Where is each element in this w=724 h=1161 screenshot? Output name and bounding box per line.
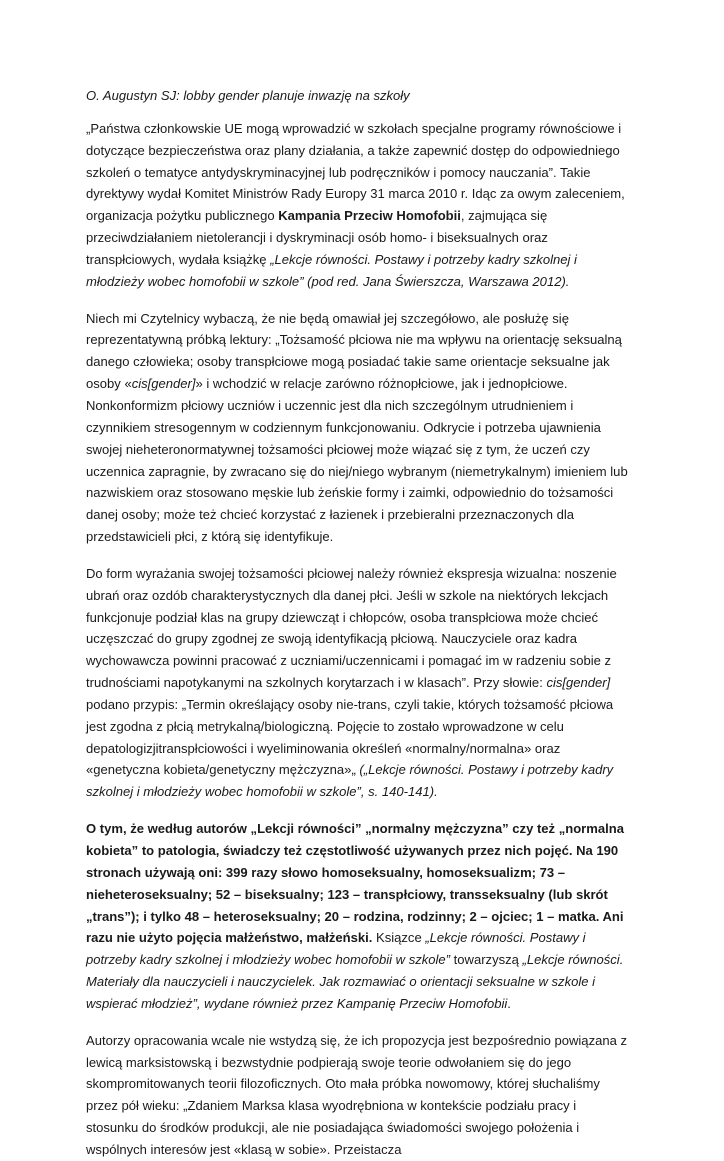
book-citation: „Lekcje równości. Postawy i potrzeby kadry szkolnej i młodzieży wobec homofobii w szkole” (pod red. Jana Świerszcza, Warszawa 2012). — [86, 251, 577, 289]
book-citation-2: („Lekcje równości. Postawy i potrzeby kadry szkolnej i młodzieży wobec homofobii w szkole”, s. 140-141). — [86, 762, 614, 800]
paragraph-4-text-2: towarzyszą — [450, 952, 523, 968]
organization-name: Kampania Przeciw Homofobii — [278, 208, 461, 224]
paragraph-4 — [86, 818, 628, 1015]
paragraph-1-text-2: , zajmująca się przeciwdziałaniem nietolerancji i dyskryminacji osób homo- i biseksualnych oraz transpłciowych, wydała książkę — [86, 208, 548, 267]
paragraph-4-text: Ksiązce — [372, 930, 426, 946]
paragraph-1-text: „Państwa członkowskie UE mogą wprowadzić w szkołach specjalne programy równościowe i dotyczące bezpieczeństwa oraz plany działania, a także zapewnić dostęp do odpowiedniego szkoleń o tematyce antydyskryminacyjnej lub podręczników i pomocy nauczania”. Takie dyrektywy wydał Komitet Ministrów Rady Europy 31 marca 2010 r. Idąc za owym zaleceniem, organizacja pożytku publicznego — [86, 120, 625, 224]
term-cisgender: cis[gender] — [131, 376, 196, 392]
paragraph-5 — [86, 1030, 628, 1161]
paragraph-3-text: Do form wyrażania swojej tożsamości płciowej należy również ekspresja wizualna: noszenie ubrań oraz ozdób charakterystycznych dla danej płci. Jeśli w szkole na niektórych lekcjach funkcjonuje podział klas na grupy dziewcząt i chłopców, osoba transpłciowa może chcieć uczęszczać do grupy zgodnej ze swoją identyfikacją płciową. Nauczyciele oraz kadra wychowawcza powinni pracować z uczniami/uczennicami i pomagać im w radzeniu sobie z trudnościami napotykanymi na szkolnych korytarzach i w klasach”. Przy słowie: — [86, 565, 617, 691]
paragraph-5-text: Autorzy opracowania wcale nie wstydzą się, że ich propozycja jest bezpośrednio powiązana z lewicą marksistowską i bezwstydnie podpierają swoje teorie odwołaniem się do jego skompromitowanych teorii filozoficznych. Oto mała próbka nowomowy, której słuchaliśmy przez pół wieku: „Zdaniem Marksa klasa wyodrębniona w kontekście podziału pracy i stosunku do środków produkcji, ale nie posiadająca świadomości swojego położenia i wspólnych interesów jest «klasą w sobie». Przeistacza — [86, 1032, 628, 1157]
book-citation-3: „Lekcje równości. Postawy i potrzeby kadry szkolnej i młodzieży wobec homofobii w szkole” — [86, 930, 586, 968]
article-title: O. Augustyn SJ: lobby gender planuje inwazję na szkoły — [86, 88, 410, 103]
paragraph-3-text-2: podano przypis: „Termin określający osoby nie-trans, czyli takie, których tożsamość płciowa jest zgodna z płcią metrykalną/biologiczną. Pojęcie to zostało wprowadzone w celu depatologizjitranspłciowości i wyeliminowania określeń «normalny/normalna» oraz «genetyczna kobieta/genetyczny mężczyzna»„ — [86, 696, 614, 778]
paragraph-3 — [86, 563, 628, 803]
word-frequency-summary: O tym, że według autorów „Lekcji równości” „normalny mężczyzna” czy też „normalna kobieta” to patologia, świadczy też częstotliwość używanych przez nich pojęć. Na 190 stronach używają oni: 399 razy słowo homoseksualny, homoseksualizm; 73 – nieheteroseksualny; 52 – biseksualny; 123 – transpłciowy, transseksualny (lub skrót „trans”); i tylko 48 – heteroseksualny; 20 – rodzina, rodzinny; 2 – ojciec; 1 – matka. Ani razu nie użyto pojęcia małżeństwo, małżeński. — [86, 821, 624, 946]
paragraph-4-end: . — [507, 995, 511, 1011]
paragraph-2-text-2: » i wchodzić w relacje zarówno różnopłciowe, jak i jednopłciowe. Nonkonformizm płciowy uczniów i uczennic jest dla nich szczególnym utrudnieniem i czynnikiem stresogennym w codziennym funkcjonowaniu. Odkrycie i potrzeba ujawnienia swojej nieheteronormatywnej tożsamości płciowej może wiązać się z tym, że uczeń czy uczennica zapragnie, by zwracano się do niej/niego wybranym (niemetrykalnym) imieniem lub nazwiskiem oraz stosowano męskie lub żeńskie formy i zaimki, odpowiednio do tożsamości danej osoby; może też chcieć korzystać z łazienek i przebieralni przeznaczonych dla przedstawicieli płci, z którą się identyfikuje. — [86, 376, 628, 545]
book-citation-4: „Lekcje równości. Materiały dla nauczycieli i nauczycielek. Jak rozmawiać o orientacji seksualne w szkole i wspierać młodzież”, wydane również przez Kampanię Przeciw Homofobii — [86, 952, 624, 1011]
paragraph-1 — [86, 118, 628, 293]
paragraph-2 — [86, 308, 628, 548]
paragraph-2-text: Niech mi Czytelnicy wybaczą, że nie będą omawiał jej szczegółowo, ale posłużę się reprezentatywną próbką lektury: „Tożsamość płciowa nie ma wpływu na orientację seksualną danego człowieka; osoby transpłciowe mogą posiadać takie same orientacje seksualne jak osoby « — [86, 310, 622, 392]
term-cisgender-2: cis[gender] — [546, 675, 611, 691]
